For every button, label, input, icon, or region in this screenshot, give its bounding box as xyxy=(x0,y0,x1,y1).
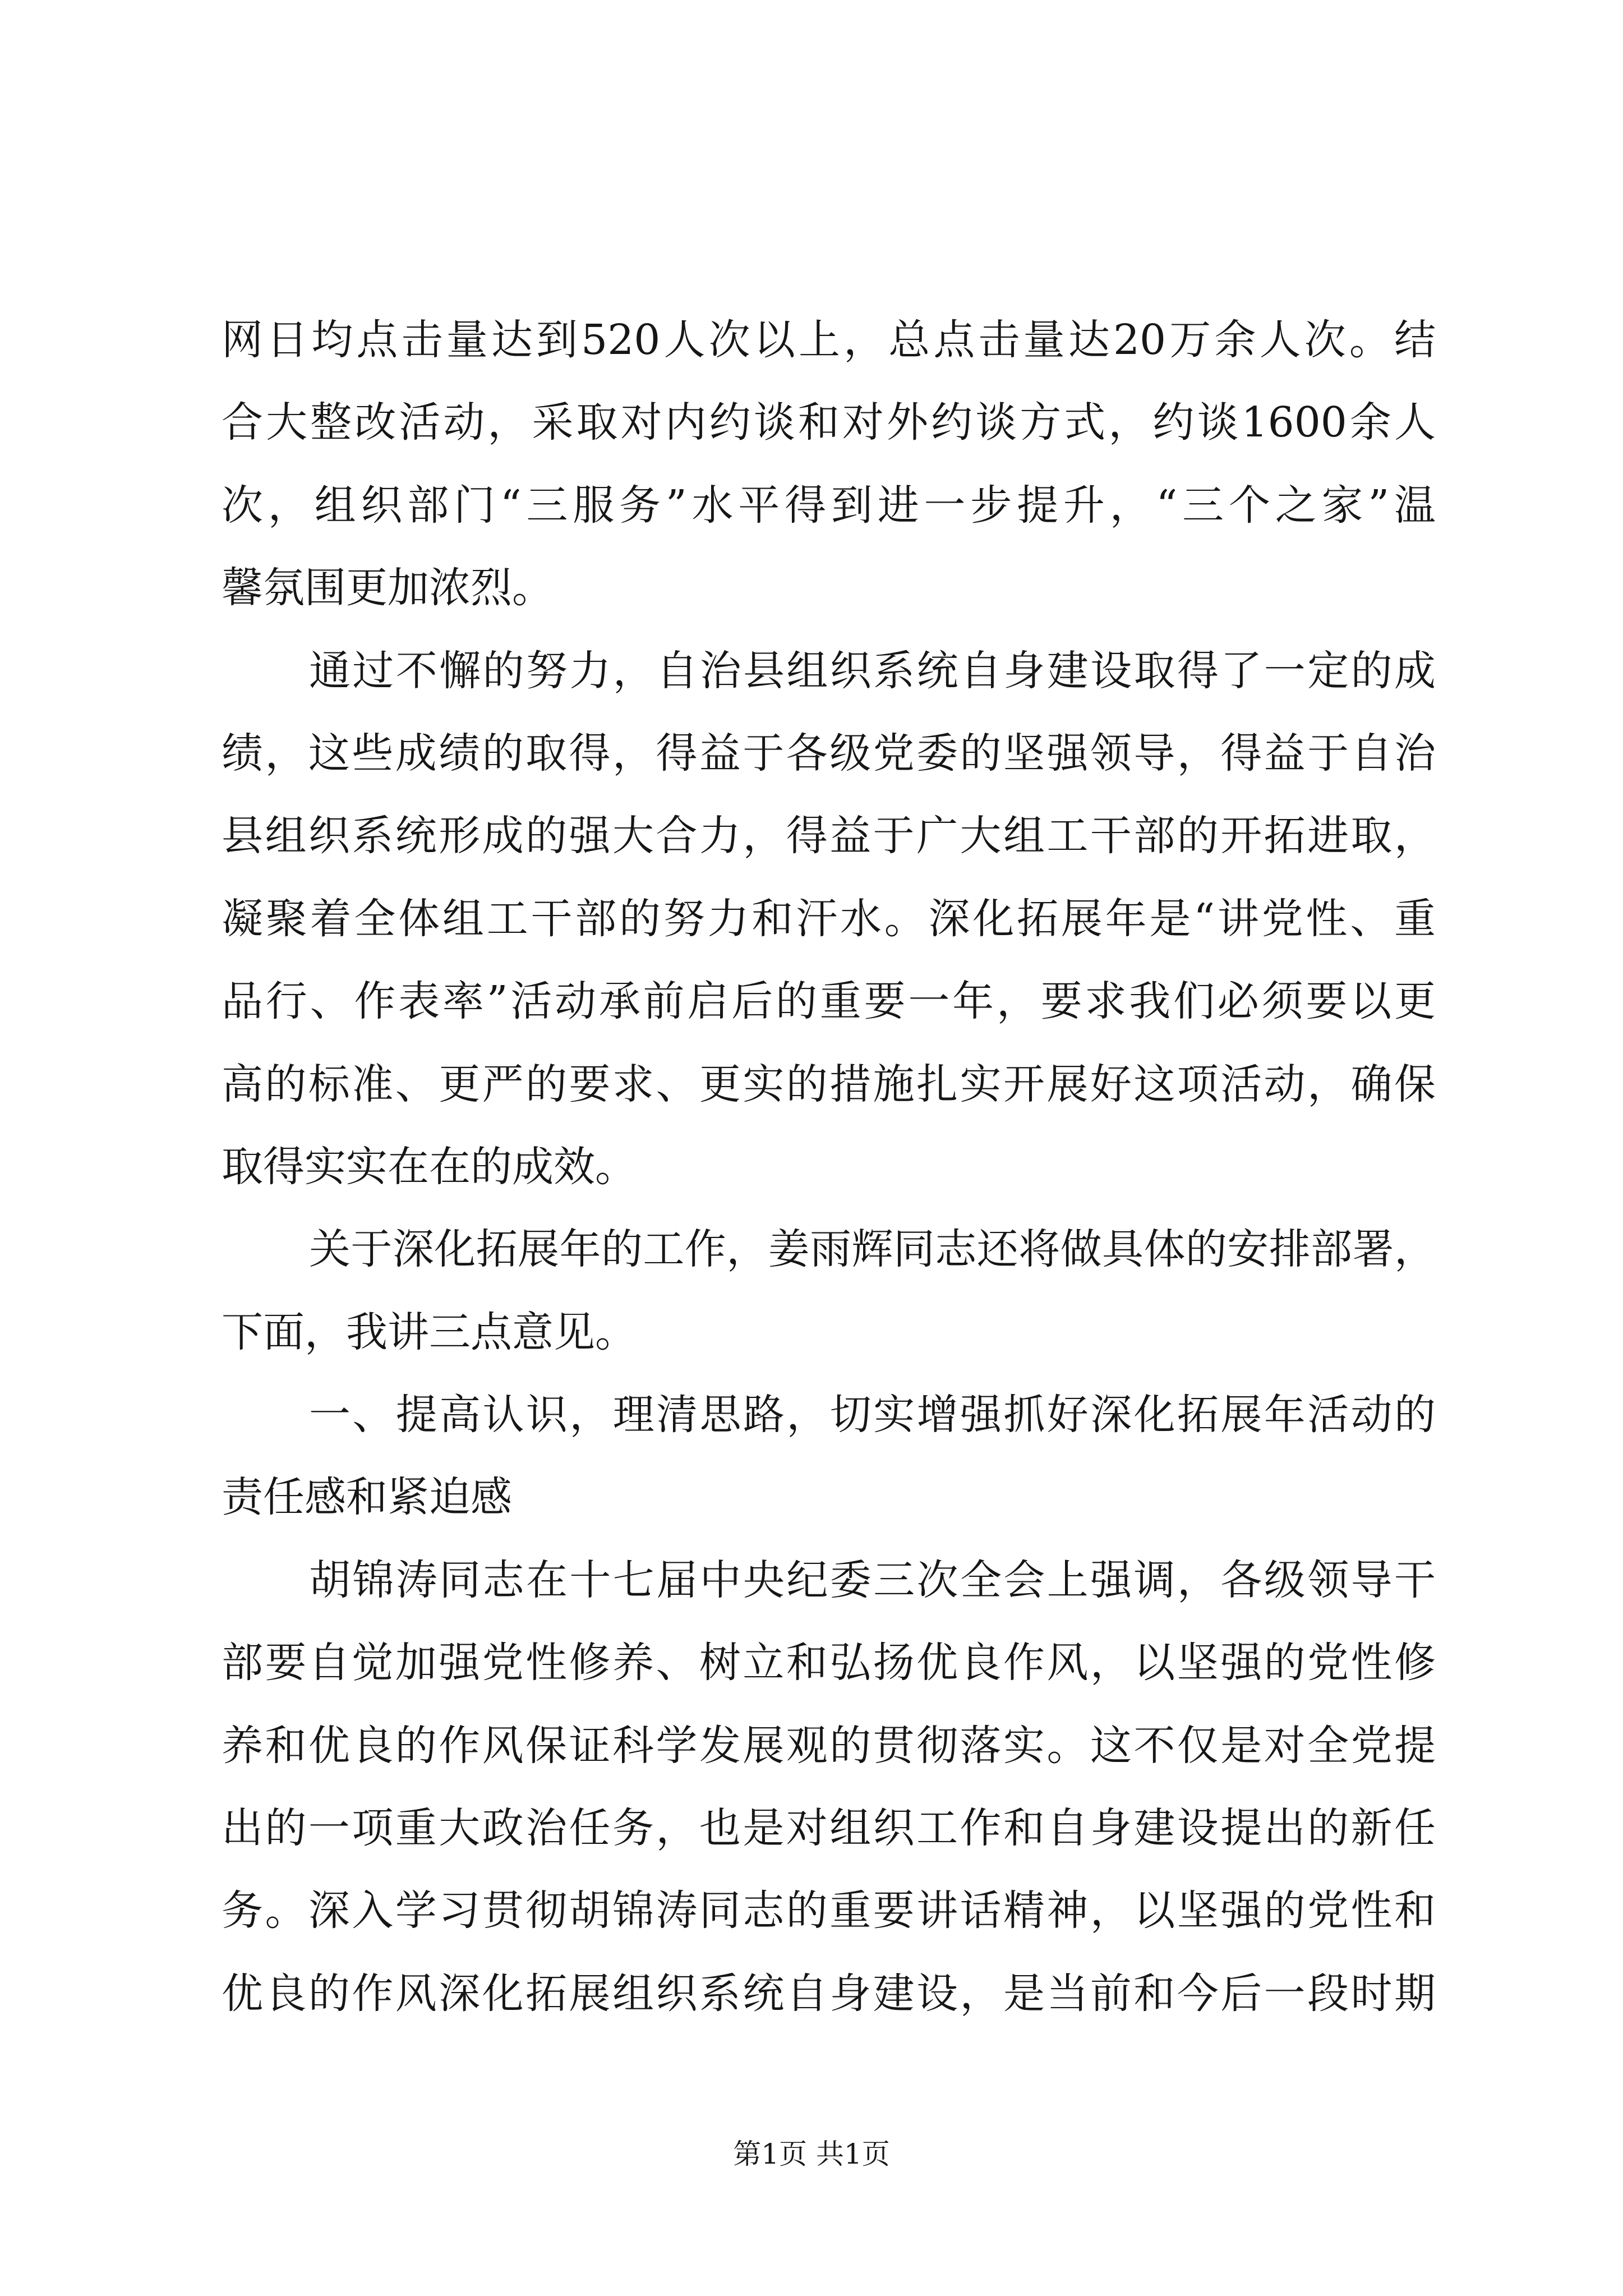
heading-line: 一、提高认识，理清思路，切实增强抓好深化拓展年活动的 xyxy=(309,1391,1436,1439)
text-line: 务。深入学习贯彻胡锦涛同志的重要讲话精神，以坚强的党性和 xyxy=(222,1887,1436,1935)
text-line: 合大整改活动，采取对内约谈和对外约谈方式，约谈1600余人 xyxy=(222,398,1436,447)
text-line: 出的一项重大政治任务，也是对组织工作和自身建设提出的新任 xyxy=(222,1804,1436,1853)
text-line: 馨氛围更加浓烈。 xyxy=(222,564,554,613)
text-line: 网日均点击量达到520人次以上，总点击量达20万余人次。结 xyxy=(222,316,1436,364)
text-line: 部要自觉加强党性修养、树立和弘扬优良作风，以坚强的党性修 xyxy=(222,1639,1436,1687)
paragraph-continued xyxy=(222,299,1436,630)
text-line: 品行、作表率”活动承前启后的重要一年，要求我们必须要以更 xyxy=(222,977,1436,1026)
page-number-label: 第1页 共1页 xyxy=(733,2138,890,2170)
text-line: 关于深化拓展年的工作，姜雨辉同志还将做具体的安排部署， xyxy=(309,1225,1436,1274)
page-footer xyxy=(0,2136,1623,2172)
paragraph xyxy=(222,1208,1436,1374)
section-heading xyxy=(222,1374,1436,1539)
text-line: 次，组织部门“三服务”水平得到进一步提升，“三个之家”温 xyxy=(222,481,1436,530)
text-line: 胡锦涛同志在十七届中央纪委三次全会上强调，各级领导干 xyxy=(309,1556,1436,1604)
text-line: 凝聚着全体组工干部的努力和汗水。深化拓展年是“讲党性、重 xyxy=(222,894,1436,943)
text-line: 优良的作风深化拓展组织系统自身建设，是当前和今后一段时期 xyxy=(222,1969,1436,2018)
text-line: 绩，这些成绩的取得，得益于各级党委的坚强领导，得益于自治 xyxy=(222,729,1436,777)
text-line: 高的标准、更严的要求、更实的措施扎实开展好这项活动，确保 xyxy=(222,1060,1436,1108)
text-line: 取得实实在在的成效。 xyxy=(222,1142,637,1191)
text-line: 通过不懈的努力，自治县组织系统自身建设取得了一定的成 xyxy=(309,646,1436,695)
text-line: 县组织系统形成的强大合力，得益于广大组工干部的开拓进取， xyxy=(222,812,1436,861)
document-body xyxy=(222,299,1436,2035)
text-line: 养和优良的作风保证科学发展观的贯彻落实。这不仅是对全党提 xyxy=(222,1721,1436,1770)
paragraph xyxy=(222,630,1436,1209)
paragraph xyxy=(222,1539,1436,2035)
text-line: 下面，我讲三点意见。 xyxy=(222,1308,637,1356)
heading-line: 责任感和紧迫感 xyxy=(222,1473,512,1522)
